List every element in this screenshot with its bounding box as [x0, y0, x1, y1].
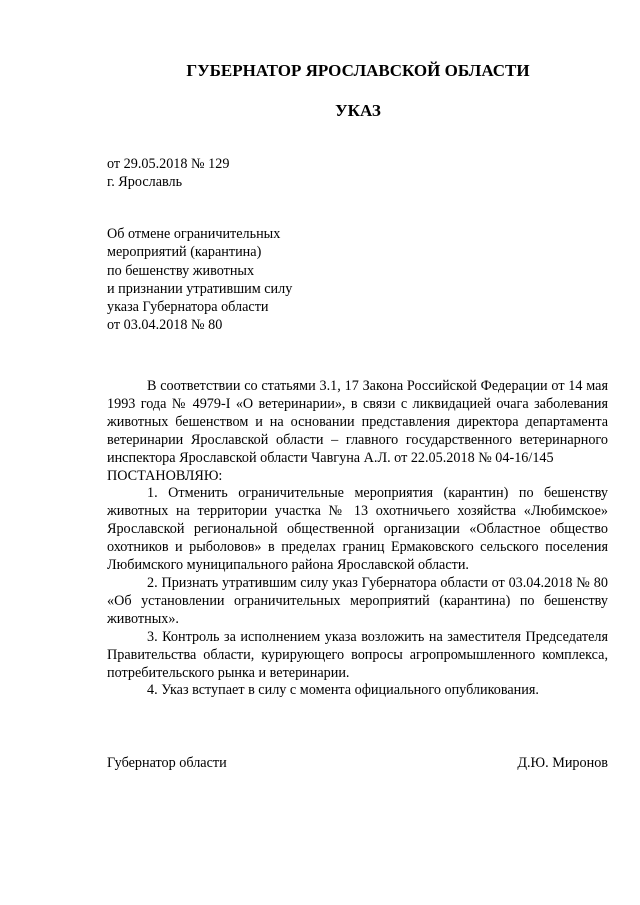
item-text: Отменить ограничительные мероприятия (карантин) по бешенству животных на территории участка № 13 охотничьего хозяйства «Любимское» Ярославской региональной общественной организации «Областное общество охотников и рыболовов» в пределах границ Ермаковского сельского поселения Любимского муниципального района Ярославской области. — [107, 485, 608, 574]
item-text: Указ вступает в силу с момента официального опубликования. — [161, 682, 539, 699]
item-number: 4. — [147, 682, 158, 699]
decree-item — [107, 575, 608, 629]
decree-item — [107, 682, 608, 700]
item-number: 2. — [147, 574, 158, 591]
decree-item — [107, 485, 608, 575]
decree-item — [107, 629, 608, 683]
document-body — [107, 378, 608, 700]
subject-line: Об отмене ограничительных — [107, 226, 281, 242]
signatory-name: Д.Ю. Миронов — [517, 755, 608, 771]
subject-line: по бешенству животных — [107, 262, 255, 279]
item-text: Признать утратившим силу указ Губернатора области от 03.04.2018 № 80 «Об установлении ограничительных мероприятий (карантина) по бешенству животных». — [107, 574, 608, 627]
signatory-position: Губернатор области — [107, 755, 227, 771]
subject-line: от 03.04.2018 № 80 — [107, 317, 223, 334]
item-text: Контроль за исполнением указа возложить на заместителя Председателя Правительства области, курирующего вопросы агропромышленного комплекса, потребительского рынка и ветеринарии. — [107, 628, 608, 681]
city: г. Ярославль — [107, 174, 183, 190]
subject-line: и признании утратившим силу — [107, 280, 293, 297]
preamble-paragraph: В соответствии со статьями 3.1, 17 Закона Российской Федерации от 14 мая 1993 года № 4979-I «О ветеринарии», в связи с ликвидацией очага заболевания животных бешенством и на основании представления директора департамента ветеринарии Ярославской области – главного государственного ветеринарного инспектора Ярославской области Чавгуна А.Л. от 22.05.2018 № 04-16/145 — [107, 378, 608, 466]
signature-block — [107, 754, 608, 772]
item-number: 3. — [147, 628, 158, 645]
issuing-authority: ГУБЕРНАТОР ЯРОСЛАВСКОЙ ОБЛАСТИ — [186, 61, 530, 80]
document-type: УКАЗ — [335, 101, 381, 120]
date-number: от 29.05.2018 № 129 — [107, 156, 230, 172]
item-number: 1. — [147, 485, 158, 502]
document-subject — [107, 225, 292, 335]
subject-line: мероприятий (карантина) — [107, 244, 262, 261]
decree-word: ПОСТАНОВЛЯЮ: — [107, 467, 223, 484]
document-meta — [107, 155, 229, 191]
subject-line: указа Губернатора области — [107, 299, 269, 316]
